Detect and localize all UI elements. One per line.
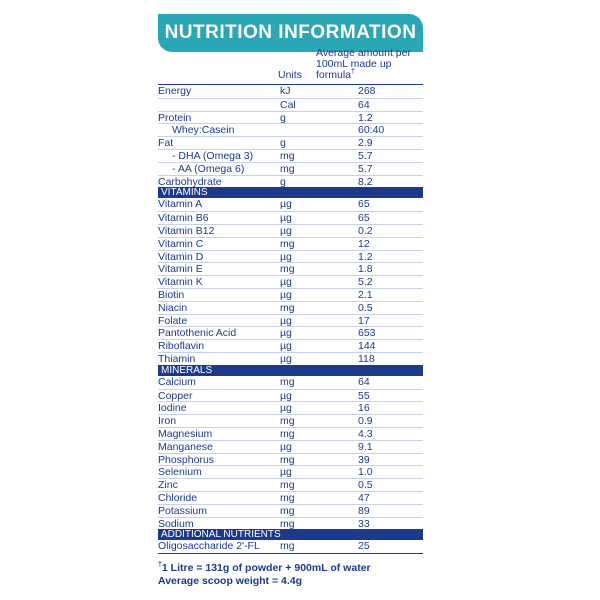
nutrient-unit: µg xyxy=(280,198,292,211)
footnote-line-2: Average scoop weight = 4.4g xyxy=(158,575,303,588)
nutrient-value: 60:40 xyxy=(358,124,385,137)
nutrient-row xyxy=(158,162,423,175)
nutrient-row xyxy=(158,301,423,314)
nutrient-value: 118 xyxy=(358,352,375,365)
nutrient-unit: mg xyxy=(280,162,295,175)
nutrient-row xyxy=(158,517,423,530)
nutrient-value: 2.1 xyxy=(358,288,373,301)
nutrient-name: Niacin xyxy=(158,301,188,314)
nutrient-value: 1.2 xyxy=(358,111,373,124)
nutrient-row xyxy=(158,262,423,275)
nutrient-value: 0.5 xyxy=(358,479,373,492)
nutrient-name: Pantothenic Acid xyxy=(158,327,237,340)
nutrient-row xyxy=(158,491,423,504)
nutrient-unit: mg xyxy=(280,504,295,517)
nutrient-unit xyxy=(280,124,358,136)
nutrient-value: 65 xyxy=(358,198,370,211)
nutrient-value: 1.8 xyxy=(358,263,373,276)
nutrient-name: Vitamin A xyxy=(158,198,203,211)
nutrient-unit: µg xyxy=(280,389,292,402)
nutrient-row xyxy=(158,540,423,553)
nutrient-value: 5.7 xyxy=(358,162,373,175)
nutrient-value: 268 xyxy=(358,85,376,97)
nutrient-name: Carbohydrate xyxy=(158,175,222,188)
amount-column-header xyxy=(316,47,423,84)
nutrient-row xyxy=(158,504,423,517)
nutrient-row xyxy=(158,414,423,427)
amount-header-line1: Average amount per xyxy=(316,47,411,59)
nutrient-unit: mg xyxy=(280,427,295,440)
dagger-mark: † xyxy=(351,68,355,76)
name-column-header xyxy=(158,54,278,84)
nutrient-name: Vitamin C xyxy=(158,237,204,250)
nutrient-unit: mg xyxy=(280,301,295,314)
nutrient-value: 0.9 xyxy=(358,415,373,428)
section-heading: MINERALS xyxy=(158,365,423,376)
nutrient-name xyxy=(158,99,280,111)
nutrient-row xyxy=(158,224,423,237)
nutrient-row xyxy=(158,111,423,124)
nutrient-name: Manganese xyxy=(158,440,213,453)
nutrient-name: Biotin xyxy=(158,288,185,301)
nutrient-name: Whey:Casein xyxy=(172,124,235,137)
nutrient-group xyxy=(158,376,423,530)
nutrient-name: - DHA (Omega 3) xyxy=(172,149,254,162)
nutrient-name: Folate xyxy=(158,314,188,327)
nutrient-name: Iron xyxy=(158,415,177,427)
nutrient-unit: µg xyxy=(280,224,292,237)
nutrient-name: - AA (Omega 6) xyxy=(172,162,245,175)
nutrient-value: 1.2 xyxy=(358,250,373,263)
nutrient-unit: µg xyxy=(280,466,292,479)
nutrient-unit: mg xyxy=(280,453,295,466)
nutrient-unit: mg xyxy=(280,375,295,388)
footnote-text-1: 1 Litre = 131g of powder + 900mL of water xyxy=(161,562,371,575)
nutrient-value: 47 xyxy=(358,491,370,504)
nutrient-value: 16 xyxy=(358,402,370,415)
footnote-dagger: † xyxy=(158,561,162,569)
nutrient-group xyxy=(158,85,423,187)
nutrient-row xyxy=(158,339,423,352)
nutrient-row xyxy=(158,98,423,111)
nutrient-value: 33 xyxy=(358,517,370,530)
nutrient-name: Riboflavin xyxy=(158,340,205,352)
section-heading: ADDITIONAL NUTRIENTS xyxy=(158,529,423,540)
nutrient-unit: µg xyxy=(280,340,292,353)
nutrient-value: 12 xyxy=(358,237,370,250)
nutrient-row xyxy=(158,427,423,440)
nutrient-unit: µg xyxy=(280,212,292,225)
nutrient-row xyxy=(158,352,423,365)
nutrient-row xyxy=(158,85,423,98)
nutrient-name: Phosphorus xyxy=(158,453,215,466)
footnote-line-1 xyxy=(158,562,423,575)
nutrient-name: Chloride xyxy=(158,491,198,504)
nutrient-row xyxy=(158,326,423,339)
nutrient-row xyxy=(158,288,423,301)
amount-header-line2-wrap xyxy=(316,59,423,81)
nutrient-row xyxy=(158,211,423,224)
nutrient-row xyxy=(158,389,423,402)
nutrient-unit: g xyxy=(280,175,286,188)
nutrient-unit: Cal xyxy=(280,98,296,111)
nutrient-unit: mg xyxy=(280,263,295,276)
footnotes xyxy=(158,562,423,588)
nutrient-value: 4.3 xyxy=(358,427,373,440)
nutrient-name: Fat xyxy=(158,137,174,149)
table-bottom-divider xyxy=(158,553,423,554)
nutrient-value: 144 xyxy=(358,340,376,353)
nutrient-unit: µg xyxy=(280,276,292,289)
nutrient-name: Calcium xyxy=(158,375,196,388)
nutrient-unit: µg xyxy=(280,250,292,263)
nutrient-row xyxy=(158,136,423,149)
nutrient-value: 64 xyxy=(358,375,370,388)
nutrient-name: Vitamin K xyxy=(158,276,203,288)
nutrient-group xyxy=(158,198,423,364)
nutrient-unit: µg xyxy=(280,402,292,415)
nutrient-row xyxy=(158,440,423,453)
nutrient-value: 25 xyxy=(358,540,370,553)
nutrient-table xyxy=(158,85,423,554)
nutrient-name: Zinc xyxy=(158,479,178,491)
column-headers xyxy=(158,47,423,84)
nutrient-unit: mg xyxy=(280,540,295,553)
nutrient-name: Copper xyxy=(158,389,193,402)
nutrient-name: Thiamin xyxy=(158,352,196,365)
nutrient-unit: mg xyxy=(280,491,295,504)
nutrient-value: 0.2 xyxy=(358,224,373,237)
nutrient-value: 0.5 xyxy=(358,301,373,314)
nutrient-unit: mg xyxy=(280,479,295,492)
nutrient-value: 65 xyxy=(358,212,370,225)
nutrient-row xyxy=(158,401,423,414)
nutrient-value: 64 xyxy=(358,98,370,111)
nutrient-unit: µg xyxy=(280,440,292,453)
nutrient-unit: mg xyxy=(280,517,295,530)
nutrient-row xyxy=(158,275,423,288)
nutrient-unit: µg xyxy=(280,314,292,327)
nutrient-unit: mg xyxy=(280,415,295,428)
nutrient-name: Vitamin B12 xyxy=(158,224,215,237)
nutrient-name: Sodium xyxy=(158,517,194,530)
nutrient-unit: mg xyxy=(280,237,295,250)
nutrient-value: 17 xyxy=(358,314,370,327)
nutrient-row xyxy=(158,123,423,136)
nutrient-row xyxy=(158,237,423,250)
nutrient-unit: kJ xyxy=(280,85,291,97)
nutrient-row xyxy=(158,198,423,211)
nutrient-row xyxy=(158,314,423,327)
nutrient-value: 39 xyxy=(358,453,370,466)
nutrient-unit: g xyxy=(280,111,286,124)
nutrient-unit: µg xyxy=(280,327,292,340)
nutrient-name: Energy xyxy=(158,85,192,97)
section-heading: VITAMINS xyxy=(158,187,423,198)
nutrient-value: 1.0 xyxy=(358,466,373,479)
nutrient-value: 9.1 xyxy=(358,440,373,453)
nutrient-name: Vitamin E xyxy=(158,263,203,276)
nutrient-row xyxy=(158,149,423,162)
nutrient-value: 89 xyxy=(358,504,370,517)
nutrient-row xyxy=(158,465,423,478)
nutrition-panel xyxy=(158,14,423,588)
nutrient-name: Magnesium xyxy=(158,427,213,440)
nutrient-name: Vitamin D xyxy=(158,250,204,263)
nutrient-value: 55 xyxy=(358,389,370,402)
nutrient-name: Vitamin B6 xyxy=(158,212,209,224)
nutrient-unit: mg xyxy=(280,149,295,162)
nutrient-value: 5.7 xyxy=(358,149,373,162)
nutrient-value: 2.9 xyxy=(358,137,373,150)
nutrient-group xyxy=(158,540,423,553)
nutrient-row xyxy=(158,453,423,466)
nutrient-unit: g xyxy=(280,137,286,150)
nutrient-value: 653 xyxy=(358,327,376,340)
nutrient-row xyxy=(158,478,423,491)
nutrient-row xyxy=(158,250,423,263)
units-column-header: Units xyxy=(278,69,302,81)
nutrient-name: Selenium xyxy=(158,466,202,479)
nutrient-name: Protein xyxy=(158,111,192,124)
nutrient-name: Iodine xyxy=(158,402,187,415)
nutrient-name: Potassium xyxy=(158,504,208,517)
nutrient-value: 8.2 xyxy=(358,175,373,188)
nutrient-unit: µg xyxy=(280,352,292,365)
nutrient-row xyxy=(158,376,423,389)
nutrient-unit: µg xyxy=(280,288,292,301)
nutrition-title: NUTRITION INFORMATION xyxy=(158,14,423,52)
nutrient-row xyxy=(158,175,423,188)
nutrient-name: Oligosaccharide 2'-FL xyxy=(158,540,260,553)
nutrient-value: 5.2 xyxy=(358,276,373,289)
amount-header-line2: 100mL made up formula xyxy=(316,58,392,81)
